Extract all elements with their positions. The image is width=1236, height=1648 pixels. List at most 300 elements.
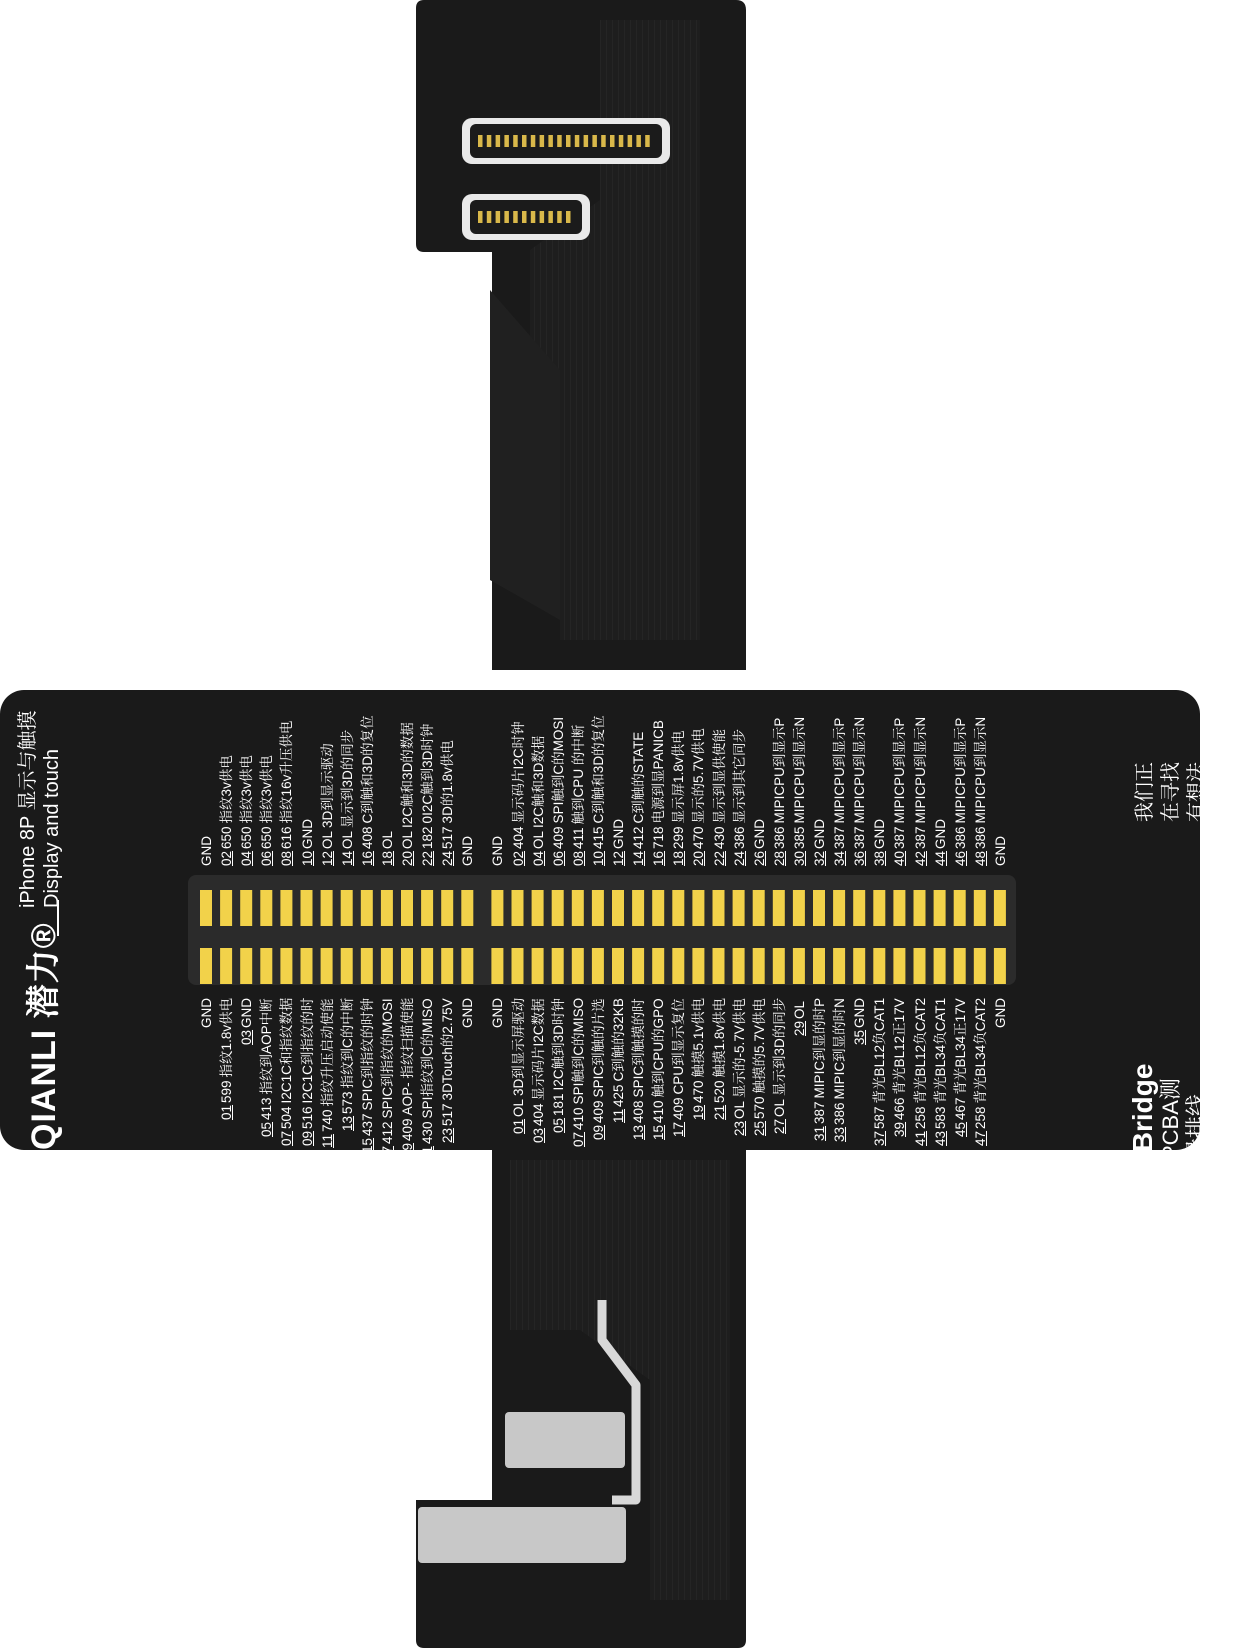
pin-signal: GND	[932, 818, 948, 849]
pin-label	[490, 998, 505, 1028]
pin-num: 19	[400, 1142, 415, 1158]
pad-top	[532, 890, 544, 926]
pad-top	[512, 890, 524, 926]
pin-value: 181	[550, 1093, 566, 1116]
pin-value: 409	[550, 826, 566, 849]
pin-signal: 3D到显示驱动	[319, 743, 335, 828]
pad-top	[853, 890, 865, 926]
pin-num: 08	[570, 850, 586, 866]
pin-num: 10	[590, 850, 606, 866]
pin-label	[279, 998, 294, 1146]
pin-signal: 背光BL12负CAT2	[912, 997, 928, 1104]
pin-signal: 触摸5.1v供电	[691, 997, 707, 1078]
pin-label	[892, 718, 907, 866]
pin-label	[511, 998, 526, 1134]
connector-pin	[557, 135, 562, 147]
pin-signal: 显示到显供使能	[711, 728, 727, 824]
pin-signal: 指纹到C的中断	[339, 997, 355, 1089]
pin-label	[792, 717, 807, 866]
pad-top	[421, 890, 433, 926]
pin-label	[239, 998, 254, 1045]
pin-num: 14	[631, 850, 647, 866]
pin-signal: C到触和3D的复位	[359, 715, 375, 824]
pin-num: 17	[379, 1145, 395, 1161]
pad-bottom	[994, 948, 1006, 984]
pad-top	[934, 890, 946, 926]
pin-label	[460, 836, 475, 866]
pin-value: 516	[299, 1106, 315, 1129]
pin-value: 573	[339, 1091, 355, 1114]
pin-signal: SPIC到触的片选	[590, 998, 606, 1098]
pin-label	[340, 730, 355, 866]
pin-signal: GND	[751, 818, 767, 849]
connector-pin	[531, 211, 536, 223]
pin-num: 22	[420, 850, 436, 866]
pin-signal: 触到CPU 的中断	[570, 724, 586, 825]
connector-pin	[601, 135, 606, 147]
pad-bottom	[813, 948, 825, 984]
pin-value: 386	[972, 826, 988, 849]
pin-num: 08	[279, 850, 295, 866]
pin-label	[691, 998, 706, 1120]
pin-num: 14	[339, 850, 355, 866]
model-line-1: iPhone 8P 显示与触摸	[17, 710, 39, 908]
pin-signal: 显示的5.7V供电	[691, 728, 707, 824]
pin-value: OL	[791, 1000, 807, 1019]
pin-value: 387	[812, 1101, 827, 1124]
pad-bottom	[321, 948, 333, 984]
pin-label	[490, 836, 505, 866]
pin-num: 46	[952, 850, 968, 866]
pin-num: 27	[771, 1118, 787, 1134]
pin-label	[571, 998, 586, 1147]
pin-value: 404	[510, 826, 526, 849]
pin-value: 386	[771, 826, 787, 849]
pin-label	[320, 998, 335, 1148]
pin-signal: 背光BL12负CAT1	[872, 997, 888, 1104]
pin-value: 258	[972, 1106, 988, 1129]
pin-value: 410	[651, 1100, 667, 1123]
connector-pin	[584, 135, 589, 147]
pad-top	[873, 890, 885, 926]
connector-pin	[645, 135, 650, 147]
pin-value: OL	[319, 830, 335, 849]
pin-label	[631, 998, 646, 1140]
product-subtitle: PCBA测量排线	[1158, 1078, 1209, 1160]
pin-value: 718	[651, 826, 667, 849]
connector-pin	[487, 211, 492, 223]
pad-top	[994, 890, 1006, 926]
pin-signal: C到触的STATE	[631, 731, 647, 824]
pad-top	[813, 890, 825, 926]
pin-signal: 指纹到AOP中断	[259, 998, 275, 1095]
pin-signal: I2C1C和指纹数据	[279, 997, 295, 1104]
pin-signal: MIPICPU到显示P	[952, 717, 968, 824]
pin-label	[551, 998, 566, 1133]
pin-label	[913, 717, 928, 866]
pin-label	[671, 730, 686, 866]
pad-bottom	[914, 948, 926, 984]
pin-value: 570	[751, 1096, 767, 1119]
pin-label	[933, 998, 948, 1146]
pin-signal: SPIC到指纹的时钟	[359, 997, 375, 1111]
pin-num: 13	[631, 1124, 647, 1140]
pin-label	[591, 715, 606, 866]
pin-signal: 3DTouch的2.75V	[440, 998, 456, 1101]
pin-value: 466	[892, 1097, 908, 1120]
pin-value: 517	[440, 1103, 456, 1126]
pin-value: 386	[952, 826, 968, 849]
pin-value: 470	[691, 1080, 707, 1103]
pad-top	[280, 890, 292, 926]
pin-label	[852, 998, 867, 1045]
pad-top	[461, 890, 473, 926]
pad-bottom	[773, 948, 785, 984]
pin-label	[279, 721, 294, 866]
pin-value: 385	[791, 826, 807, 849]
pin-num: 21	[420, 1145, 436, 1161]
pad-bottom	[200, 948, 212, 984]
pin-value: 467	[952, 1097, 968, 1120]
pin-value: OL	[731, 1100, 747, 1119]
pin-label	[300, 819, 315, 866]
ibridge-label	[1128, 1064, 1210, 1160]
pin-signal: GND	[852, 997, 868, 1028]
pin-num: 17	[671, 1121, 687, 1137]
pad-bottom	[512, 948, 524, 984]
pin-signal: 显示到3D的同步	[771, 997, 787, 1096]
pin-num: 21	[711, 1104, 727, 1120]
pad-bottom	[974, 948, 986, 984]
pin-value: OL	[771, 1098, 787, 1117]
pad-top	[753, 890, 765, 926]
connector-pin	[531, 135, 536, 147]
pin-value: 430	[711, 826, 727, 849]
pad-top	[321, 890, 333, 926]
pin-num: 05	[550, 1117, 566, 1133]
pin-num: 24	[731, 850, 747, 866]
pad-top	[200, 890, 212, 926]
pin-label	[611, 998, 626, 1123]
pin-value: 504	[279, 1106, 295, 1129]
pin-label	[420, 724, 435, 866]
pad-top	[491, 890, 503, 926]
pin-label	[993, 836, 1008, 866]
pad-top	[240, 890, 252, 926]
connector-pin	[592, 135, 597, 147]
pad-bottom	[280, 948, 292, 984]
pad-bottom	[853, 948, 865, 984]
pin-signal: MIPICPU到显示N	[972, 716, 988, 824]
connector-pin	[487, 135, 492, 147]
pad-bottom	[381, 948, 393, 984]
pad-bottom	[793, 948, 805, 984]
pin-label	[380, 828, 395, 866]
pin-value: OL	[400, 830, 415, 849]
pad-top	[733, 890, 745, 926]
pin-signal: GND	[812, 818, 827, 849]
pin-num: 30	[791, 850, 807, 866]
pin-signal: CPU到显示复位	[671, 998, 687, 1095]
pin-value: 583	[932, 1106, 948, 1129]
pin-label	[973, 998, 988, 1146]
pin-signal: SPI触到C的MISO	[570, 997, 586, 1105]
pin-label	[420, 998, 435, 1161]
pin-signal: GND	[199, 998, 214, 1028]
pin-value: OL	[530, 830, 546, 849]
pin-label	[400, 998, 415, 1158]
pin-value: 599	[219, 1080, 235, 1103]
pin-signal: 显示的-5.7V供电	[731, 998, 747, 1098]
pin-num: 11	[319, 1133, 335, 1148]
pin-signal: SPI指纹到C的MISO	[420, 998, 436, 1119]
connector-pin	[504, 135, 509, 147]
pin-signal: MIPICPU到显示P	[832, 717, 848, 824]
connector-pin	[575, 135, 580, 147]
pin-label	[400, 722, 415, 866]
pad-top	[301, 890, 313, 926]
pin-label	[772, 718, 787, 866]
connector-pin	[522, 135, 527, 147]
pin-num: 37	[872, 1130, 888, 1146]
pin-num: 26	[751, 850, 767, 866]
pin-label	[259, 998, 274, 1137]
pin-value: OL	[379, 830, 395, 849]
pin-value: 386	[731, 826, 747, 849]
pin-signal: 3D的1.8v供电	[440, 740, 456, 824]
pin-signal: I2C1C到指纹的时	[299, 997, 315, 1104]
pin-signal: 指纹升压启动使能	[319, 998, 335, 1107]
pin-num: 19	[691, 1104, 707, 1120]
pad-bottom	[713, 948, 725, 984]
pin-signal: 电源到显PANICB	[651, 720, 667, 824]
pad-top	[260, 890, 272, 926]
pad-bottom	[441, 948, 453, 984]
pin-num: 11	[611, 1108, 626, 1123]
pin-value: 412	[631, 826, 647, 849]
pin-num: 34	[832, 850, 848, 866]
pad-bottom	[954, 948, 966, 984]
pin-num: 18	[379, 850, 395, 866]
pin-label	[360, 715, 375, 866]
pad-bottom	[401, 948, 413, 984]
connector-pin	[548, 211, 553, 223]
pad-top	[773, 890, 785, 926]
pin-num: 18	[671, 850, 687, 866]
pin-num: 33	[832, 1126, 848, 1142]
pad-bottom	[461, 948, 473, 984]
pin-signal: MIPICPU到显示P	[771, 717, 787, 824]
connector-pin	[522, 211, 527, 223]
pin-signal: I2C触和3D数据	[530, 735, 546, 828]
connector-pin	[619, 135, 624, 147]
pad-top	[793, 890, 805, 926]
pin-signal: GND	[460, 998, 476, 1028]
pin-value: 740	[319, 1109, 335, 1132]
pin-signal: MIPIC到显的时N	[832, 998, 848, 1100]
pad-bottom	[632, 948, 644, 984]
pin-value: 470	[691, 826, 707, 849]
pin-signal: 背光BL34负CAT2	[972, 997, 988, 1104]
pin-num: 42	[912, 850, 928, 866]
pin-num: 07	[570, 1131, 586, 1147]
pad-bottom	[421, 948, 433, 984]
pin-num: 31	[812, 1125, 827, 1141]
pin-signal: GND	[299, 818, 315, 849]
pin-value: 410	[570, 1107, 586, 1130]
pad-top	[401, 890, 413, 926]
pin-num: 04	[530, 850, 546, 866]
pin-signal: 指纹1.8v供电	[219, 997, 235, 1078]
pin-value: 430	[420, 1121, 436, 1144]
pin-num: 01	[219, 1104, 235, 1120]
pin-signal: I2C触和3D的数据	[400, 722, 415, 828]
connector-pin	[513, 211, 518, 223]
slogan-line-1: 我们正在寻找	[1134, 762, 1182, 822]
pin-value: 587	[872, 1106, 888, 1129]
pin-signal: GND	[199, 836, 214, 866]
pin-signal: AOP- 指纹扫描使能	[400, 997, 415, 1116]
connector-pin	[478, 135, 483, 147]
pin-signal: 显示码片I2C数据	[530, 998, 546, 1101]
pin-num: 44	[932, 850, 948, 866]
pin-num: 36	[852, 850, 868, 866]
pin-value: 299	[671, 826, 687, 849]
pin-num: 05	[259, 1121, 275, 1137]
pin-value: 425	[611, 1084, 626, 1107]
pad-bottom	[220, 948, 232, 984]
pin-num: 15	[359, 1137, 375, 1153]
pin-signal: 指纹16v升压供电	[279, 720, 295, 824]
pin-label	[511, 721, 526, 866]
pin-label	[219, 755, 234, 866]
pad-top	[612, 890, 624, 926]
pin-num: 15	[651, 1124, 667, 1140]
connector-pin	[496, 211, 501, 223]
pin-signal: MIPIC到显的时P	[812, 997, 827, 1099]
pad-bottom	[833, 948, 845, 984]
pin-label	[651, 998, 666, 1140]
pin-signal: MIPICPU到显示N	[912, 716, 928, 824]
contact-pad-upper	[505, 1412, 625, 1468]
pin-num: 12	[611, 850, 626, 866]
connector-pin	[566, 211, 571, 223]
model-line-2: Display and touch	[41, 749, 63, 908]
pin-num: 09	[590, 1124, 606, 1140]
pin-value: 387	[912, 826, 928, 849]
pin-label	[892, 998, 907, 1137]
pin-num: 43	[932, 1130, 948, 1146]
pin-label	[259, 755, 274, 866]
pin-label	[732, 998, 747, 1136]
pad-bottom	[893, 948, 905, 984]
pin-num: 03	[239, 1029, 255, 1045]
pin-num: 39	[892, 1121, 908, 1137]
pad-bottom	[491, 948, 503, 984]
pin-signal: 0I2C触到3D时钟	[420, 723, 436, 824]
pin-num: 16	[359, 850, 375, 866]
pin-num: 20	[400, 850, 415, 866]
pin-value: 182	[420, 826, 436, 849]
pin-num: 41	[912, 1130, 928, 1146]
pin-label	[993, 998, 1008, 1028]
pin-signal: GND	[239, 997, 255, 1028]
pad-bottom	[592, 948, 604, 984]
pad-bottom	[753, 948, 765, 984]
pin-num: 12	[319, 850, 335, 866]
pin-value: 258	[912, 1106, 928, 1129]
pad-top	[441, 890, 453, 926]
pin-num: 01	[510, 1118, 526, 1134]
pin-label	[671, 998, 686, 1137]
pin-label	[852, 717, 867, 866]
pin-signal: 背光BL34正17V	[952, 998, 968, 1095]
pin-label	[752, 998, 767, 1136]
pad-top	[893, 890, 905, 926]
connector-pin	[610, 135, 615, 147]
pin-label	[440, 998, 455, 1143]
pad-bottom	[301, 948, 313, 984]
pin-value: 387	[832, 826, 848, 849]
qianli-logo: QIANLI 潜力®	[25, 922, 63, 1150]
pin-num: 24	[440, 850, 456, 866]
pin-signal: SPIC到指纹的MOSI	[379, 998, 395, 1119]
connector-pin	[548, 135, 553, 147]
pad-bottom	[552, 948, 564, 984]
pad-top	[974, 890, 986, 926]
pad-top	[572, 890, 584, 926]
pin-value: 650	[219, 826, 235, 849]
pin-value: 650	[239, 826, 255, 849]
pad-bottom	[361, 948, 373, 984]
pin-signal: GND	[992, 998, 1008, 1028]
pin-num: 38	[872, 850, 888, 866]
pin-value: 520	[711, 1080, 727, 1103]
pin-signal: SPI触到C的MOSI	[550, 716, 566, 824]
pin-num: 09	[299, 1130, 315, 1146]
pin-label	[651, 720, 666, 866]
pad-top	[632, 890, 644, 926]
pad-bottom	[572, 948, 584, 984]
connector-pin	[540, 135, 545, 147]
pin-label	[752, 819, 767, 866]
contact-pad-lower	[418, 1507, 626, 1563]
pin-label	[872, 819, 887, 866]
pin-label	[440, 740, 455, 866]
pin-num: 35	[852, 1029, 868, 1045]
pin-label	[732, 729, 747, 866]
connector-pin	[628, 135, 633, 147]
connector-pin	[636, 135, 641, 147]
pin-num: 40	[892, 850, 908, 866]
pin-num: 25	[751, 1120, 767, 1136]
pin-num: 06	[550, 850, 566, 866]
pin-label	[460, 998, 475, 1028]
pin-signal: 触摸1.8v供电	[711, 997, 727, 1078]
pin-value: OL	[510, 1098, 526, 1117]
product-name: iBridge	[1127, 1063, 1158, 1160]
pin-num: 03	[530, 1127, 546, 1143]
pad-bottom	[934, 948, 946, 984]
pad-top	[713, 890, 725, 926]
pin-label	[913, 998, 928, 1146]
connector-pin	[478, 211, 483, 223]
pin-num: 28	[771, 850, 787, 866]
pin-label	[591, 998, 606, 1140]
pad-top	[592, 890, 604, 926]
pad-bottom	[652, 948, 664, 984]
pin-value: 387	[892, 826, 908, 849]
